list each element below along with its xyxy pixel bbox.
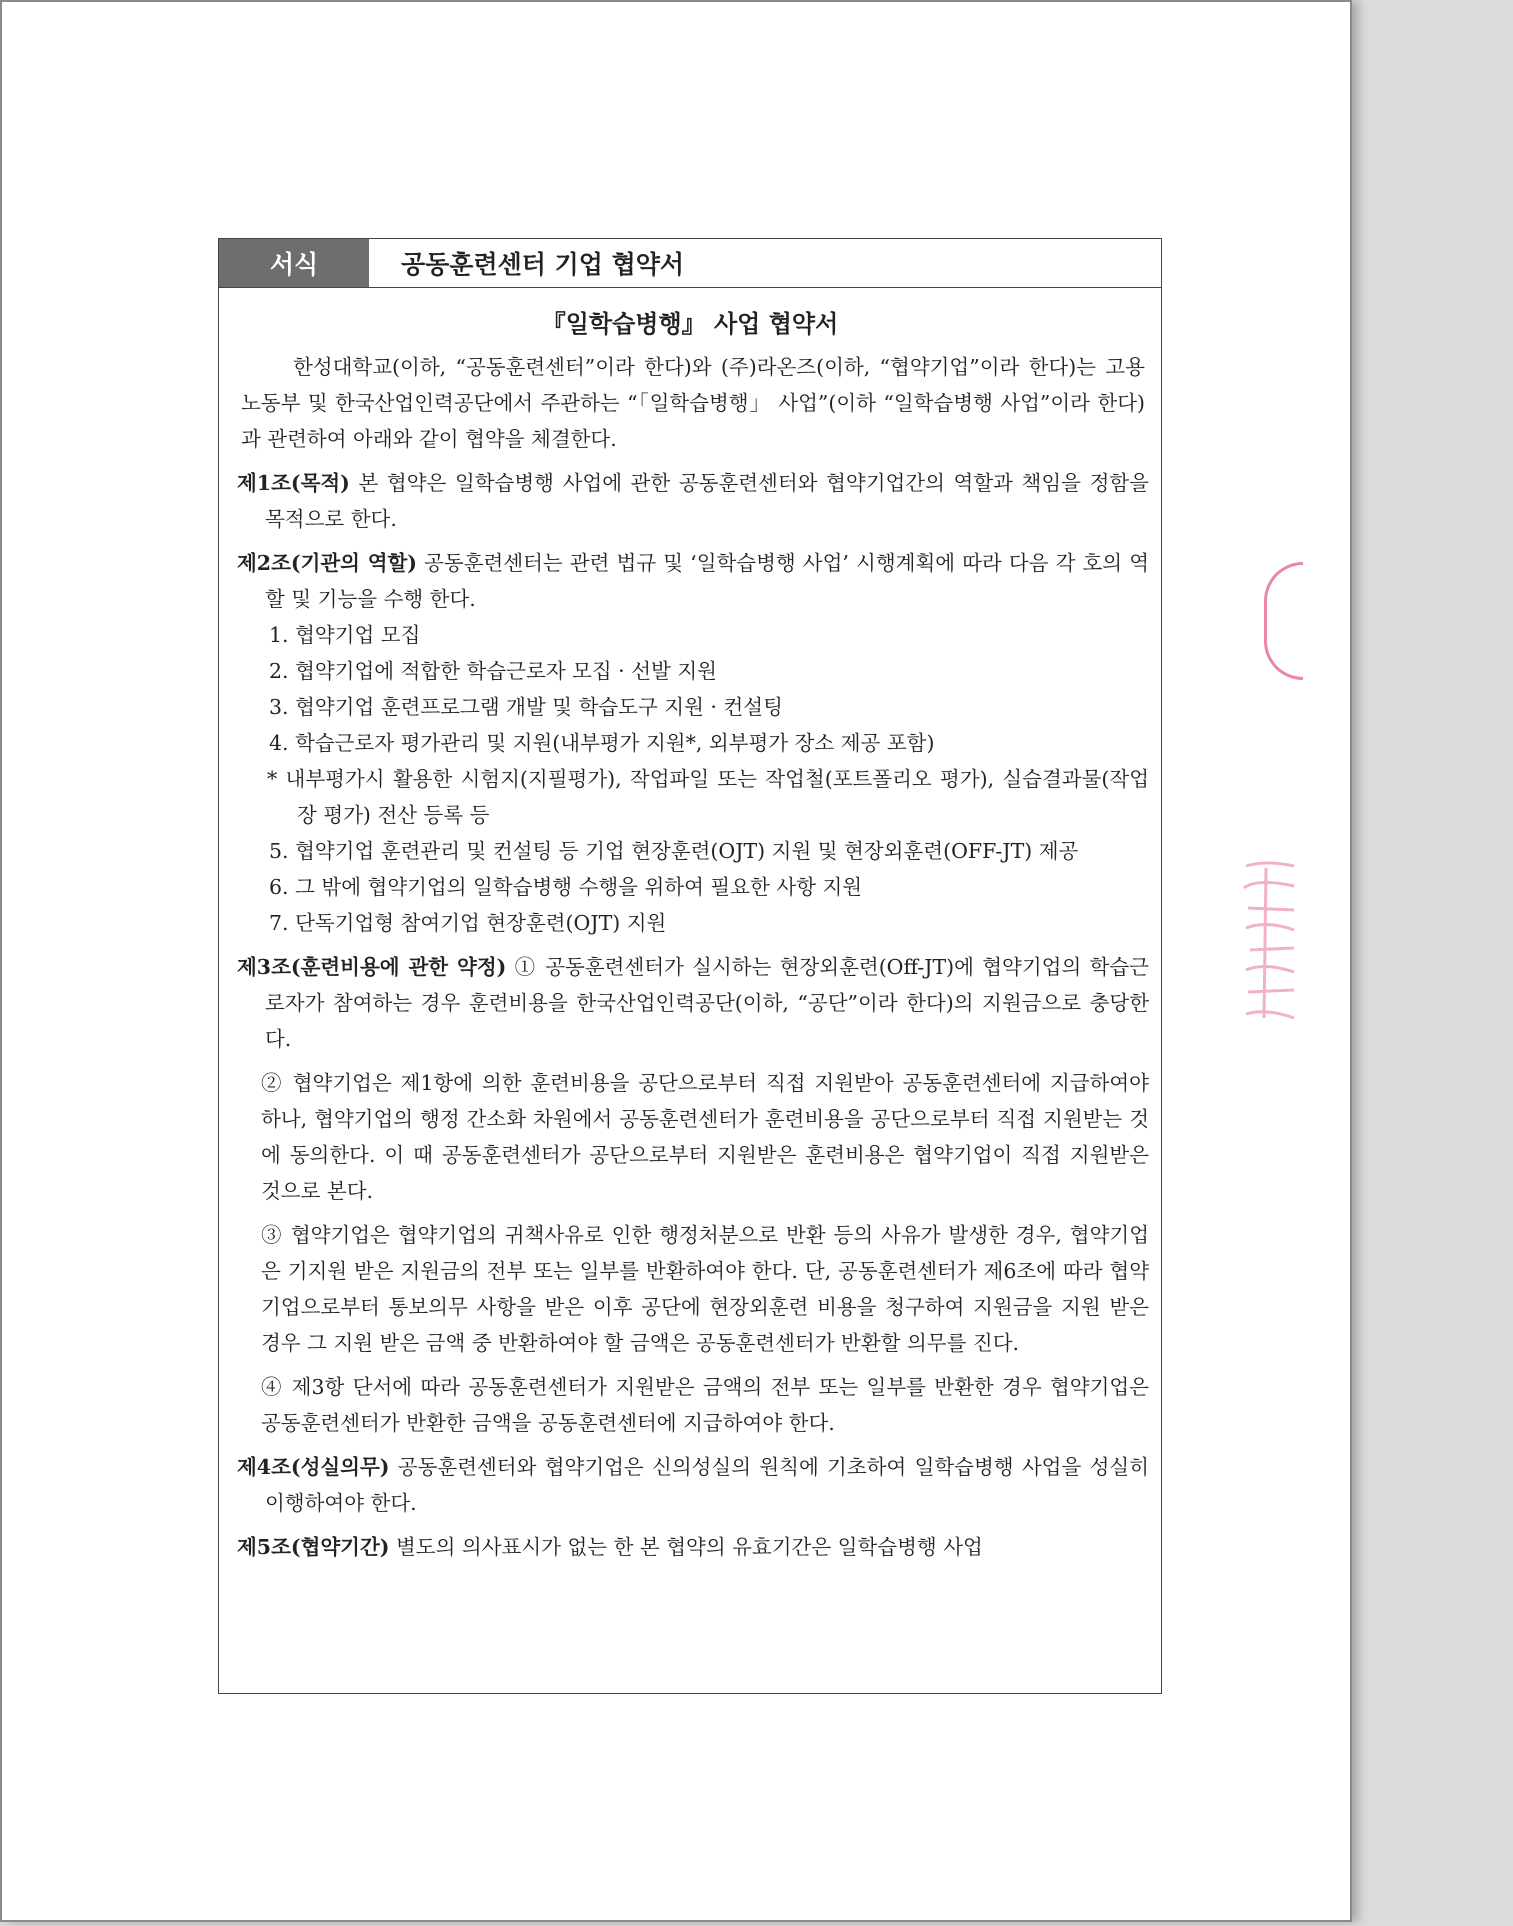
article-3-label: 제3조(훈련비용에 관한 약정): [237, 955, 507, 979]
document-title: 『일학습병행』 사업 협약서: [541, 310, 839, 338]
list-item: 6. 그 밖에 협약기업의 일학습병행 수행을 위하여 필요한 사항 지원: [269, 875, 863, 899]
article-4-label: 제4조(성실의무): [237, 1455, 390, 1479]
list-item: 3. 협약기업 훈련프로그램 개발 및 학습도구 지원 · 컨설팅: [269, 695, 783, 719]
form-tag: 서식: [219, 239, 369, 287]
list-item: 2. 협약기업에 적합한 학습근로자 모집 · 선발 지원: [269, 659, 717, 683]
article-3: [237, 949, 1149, 1057]
article-3-text: ① 공동훈련센터가 실시하는 현장외훈련(Off-JT)에 협약기업의 학습근로자가 참여하는 경우 훈련비용을 한국산업인력공단(이하, “공단”이라 한다)의 지원금으로 충당한다.: [265, 955, 1149, 1051]
seal-stamp-icon: [1264, 562, 1303, 680]
agreement-form: [218, 238, 1162, 1694]
company-seal-icon: [1236, 858, 1296, 1026]
article-3-paragraph-2: ② 협약기업은 제1항에 의한 훈련비용을 공단으로부터 직접 지원받아 공동훈련센터에 지급하여야 하나, 협약기업의 행정 간소화 차원에서 공동훈련센터가 훈련비용을 공단으로부터 직접 지원받는 것에 동의한다. 이 때 공동훈련센터가 공단으로부터 지원받은 훈련비용은 협약기업이 직접 지원받은 것으로 본다.: [261, 1071, 1149, 1203]
article-2-text: 공동훈련센터는 관련 법규 및 ‘일학습병행 사업’ 시행계획에 따라 다음 각 호의 역할 및 기능을 수행 한다.: [265, 551, 1149, 611]
article-2-list-continued: [237, 833, 1149, 941]
article-5-label: 제5조(협약기간): [237, 1535, 390, 1559]
article-3-paragraph-3: ③ 협약기업은 협약기업의 귀책사유로 인한 행정처분으로 반환 등의 사유가 발생한 경우, 협약기업은 기지원 받은 지원금의 전부 또는 일부를 반환하여야 한다. 단, 공동훈련센터가 제6조에 따라 협약기업으로부터 통보의무 사항을 받은 이후 공단에 현장외훈련 비용을 청구하여 지원금을 지원 받은 경우 그 지원 받은 금액 중 반환하여야 할 금액은 공동훈련센터가 반환할 의무를 진다.: [261, 1223, 1149, 1355]
article-2-note: * 내부평가시 활용한 시험지(지필평가), 작업파일 또는 작업철(포트폴리오 평가), 실습결과물(작업장 평가) 전산 등록 등: [267, 767, 1149, 827]
list-item: 7. 단독기업형 참여기업 현장훈련(OJT) 지원: [269, 911, 667, 935]
article-5-text: 별도의 의사표시가 없는 한 본 협약의 유효기간은 일학습병행 사업: [389, 1535, 983, 1559]
article-2-label: 제2조(기관의 역할): [237, 551, 418, 575]
list-item: 4. 학습근로자 평가관리 및 지원(내부평가 지원*, 외부평가 장소 제공 포함): [269, 731, 935, 755]
article-1-label: 제1조(목적): [237, 471, 350, 495]
article-3-paragraph-4: ④ 제3항 단서에 따라 공동훈련센터가 지원받은 금액의 전부 또는 일부를 반환한 경우 협약기업은 공동훈련센터가 반환한 금액을 공동훈련센터에 지급하여야 한다.: [261, 1375, 1149, 1435]
article-1-text: 본 협약은 일학습병행 사업에 관한 공동훈련센터와 협약기업간의 역할과 책임을 정함을 목적으로 한다.: [265, 471, 1149, 531]
article-1: [237, 465, 1149, 537]
article-4: [237, 1449, 1149, 1521]
article-4-text: 공동훈련센터와 협약기업은 신의성실의 원칙에 기초하여 일학습병행 사업을 성실히 이행하여야 한다.: [265, 1455, 1149, 1515]
article-2: [237, 545, 1149, 617]
article-5: [237, 1529, 1149, 1565]
list-item: 1. 협약기업 모집: [269, 623, 421, 647]
list-item: 5. 협약기업 훈련관리 및 컨설팅 등 기업 현장훈련(OJT) 지원 및 현장외훈련(OFF-JT) 제공: [269, 839, 1079, 863]
form-header-title: 공동훈련센터 기업 협약서: [401, 250, 685, 279]
intro-paragraph: 한성대학교(이하, “공동훈련센터”이라 한다)와 (주)라온즈(이하, “협약기업”이라 한다)는 고용노동부 및 한국산업인력공단에서 주관하는 “「일학습병행」 사업”(이하 “일학습병행 사업”이라 한다)과 관련하여 아래와 같이 협약을 체결한다.: [241, 355, 1145, 451]
form-header: [219, 239, 1161, 288]
document-body: [219, 349, 1161, 1565]
article-2-list: [237, 617, 1149, 761]
